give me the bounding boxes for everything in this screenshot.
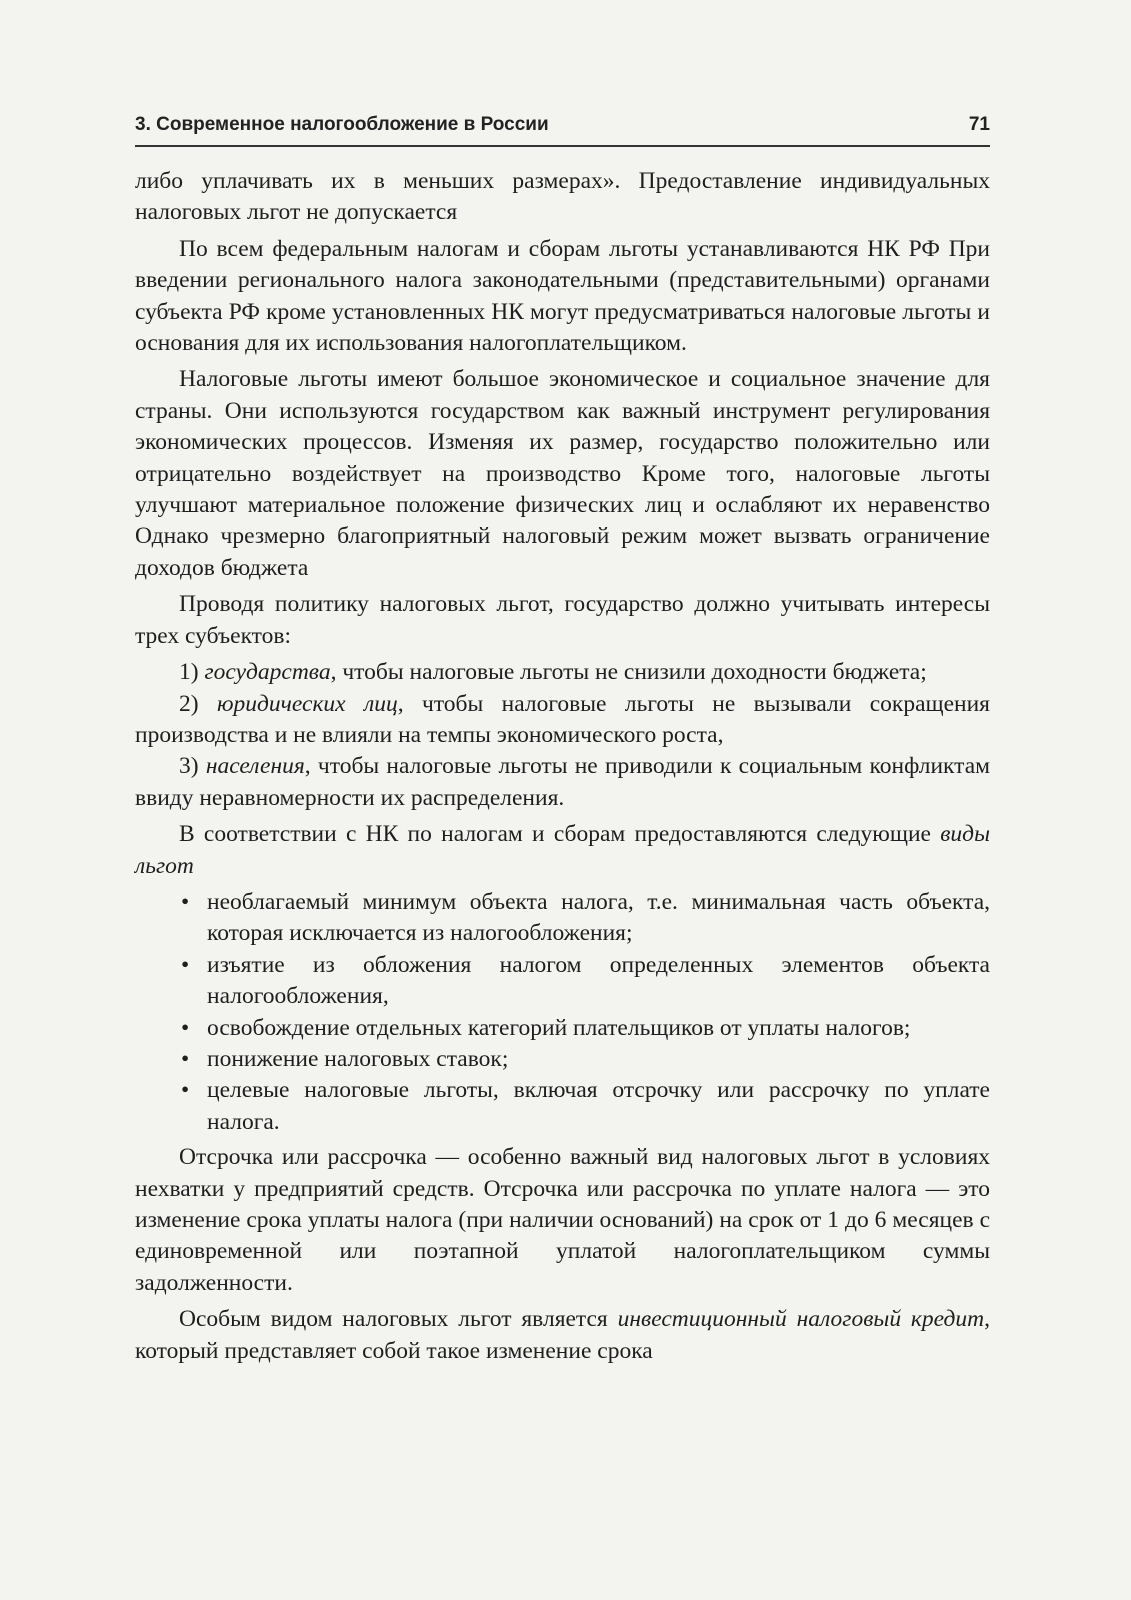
list-item: • необлагаемый минимум объекта налога, т.е. минимальная часть объекта, которая исключается из налогообложения; — [207, 887, 990, 950]
paragraph-5-term: виды льгот — [135, 821, 990, 879]
subject-text: , чтобы налоговые льготы не приводили к социальным конфликтам ввиду неравномерности их распределения. — [135, 753, 990, 811]
paragraph-1: либо уплачивать их в меньших размерах». Предоставление индивидуальных налоговых льгот не допускается — [135, 168, 990, 226]
subject-number: 1) — [179, 659, 199, 686]
subject-item-3 — [135, 751, 990, 814]
list-item: • целевые налоговые льготы, включая отсрочку или рассрочку по уплате налога. — [207, 1075, 990, 1138]
subject-term: юридических лиц — [216, 690, 398, 717]
chapter-title: 3. Современное налогообложение в России — [135, 114, 549, 135]
paragraph-2: По всем федеральным налогам и сборам льготы устанавливаются НК РФ При введении регионального налога законодательными (представительными) органами субъекта РФ кроме установленных НК могут предусматриваться налоговые льготы и основания для их использования налогоплательщиком. — [135, 235, 990, 357]
header-rule — [135, 145, 990, 147]
paragraph-7-term: инвестиционный налоговый кредит — [617, 1306, 985, 1333]
page-number: 71 — [968, 114, 990, 135]
paragraph-5-lead: В соответствии с НК по налогам и сборам предоставляются следующие — [179, 821, 941, 848]
paragraph-7 — [135, 1304, 990, 1367]
subject-term: населения — [205, 753, 305, 780]
benefit-types-list — [135, 887, 990, 1138]
paragraph-5 — [135, 819, 990, 882]
subject-text: , чтобы налоговые льготы не вызывали сокращения производства и не влияли на темпы экономического роста, — [135, 690, 990, 748]
subject-number: 2) — [179, 690, 199, 717]
subject-number: 3) — [179, 753, 199, 780]
paragraph-7-rest: , который представляет собой такое изменение срока — [135, 1306, 991, 1364]
subject-item-2 — [135, 689, 990, 752]
list-item: • понижение налоговых ставок; — [207, 1044, 990, 1075]
list-item: • освобождение отдельных категорий плательщиков от уплаты налогов; — [207, 1013, 990, 1044]
subject-item-1 — [135, 657, 990, 688]
subject-term: государства — [204, 659, 331, 686]
list-item: • изъятие из обложения налогом определенных элементов объекта налогообложения, — [207, 950, 990, 1013]
page-body — [135, 166, 990, 1372]
paragraph-4: Проводя политику налоговых льгот, государство должно учитывать интересы трех субъектов: — [135, 591, 990, 649]
paragraph-7-lead: Особым видом налоговых льгот является — [179, 1306, 618, 1333]
running-header — [135, 114, 990, 136]
subject-text: , чтобы налоговые льготы не снизили доходности бюджета; — [330, 659, 927, 686]
paragraph-3: Налоговые льготы имеют большое экономическое и социальное значение для страны. Они используются государством как важный инструмент регулирования экономических процессов. Изменяя их размер, государство положительно или отрицательно воздействует на производство Кроме того, налоговые льготы улучшают материальное положение физических лиц и ослабляют их неравенство Однако чрезмерно благоприятный налоговый режим может вызвать ограничение доходов бюджета — [135, 366, 990, 581]
paragraph-6: Отсрочка или рассрочка — особенно важный вид налоговых льгот в условиях нехватки у предприятий средств. Отсрочка или рассрочка по уплате налога — это изменение срока уплаты налога (при наличии оснований) на срок от 1 до 6 месяцев с единовременной или поэтапной уплатой налогоплательщиком суммы задолженности. — [135, 1144, 990, 1296]
